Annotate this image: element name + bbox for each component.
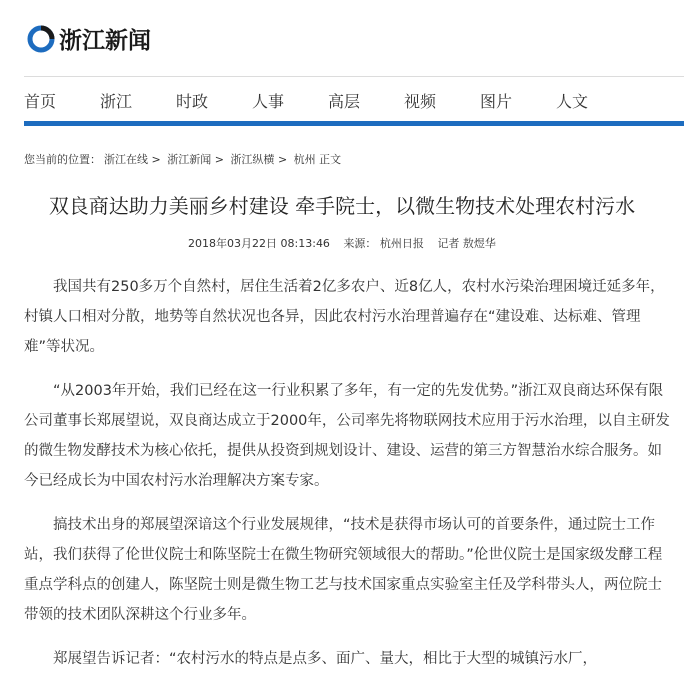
article-source: 来源： 杭州日报 xyxy=(343,237,424,250)
breadcrumb-separator: > xyxy=(277,153,288,166)
breadcrumb-item-hangzhou[interactable]: 杭州 xyxy=(293,153,316,166)
article-meta xyxy=(0,235,684,251)
article-paragraph: 我国共有250多万个自然村，居住生活着2亿多农户、近8亿人，农村水污染治理困境迁延多年，村镇人口相对分散，地势等自然状况也各异，因此农村污水治理普遍存在“建设难、达标难、管理难”等状况。 xyxy=(24,279,665,355)
article-paragraph: “从2003年开始，我们已经在这一行业积累了多年，有一定的先发优势。”浙江双良商达环保有限公司董事长郑展望说，双良商达成立于2000年，公司率先将物联网技术应用于污水治理，以自主研发的微生物发酵技术为核心依托，提供从投资到规划设计、建设、运营的第三方智慧治水综合服务。如今已经成长为中国农村污水治理解决方案专家。 xyxy=(24,383,670,489)
breadcrumb-current: 正文 xyxy=(319,153,342,166)
nav-item-pictures[interactable]: 图片 xyxy=(480,92,513,111)
logo-text: 浙江新闻 xyxy=(59,28,151,54)
zjnews-logo-icon xyxy=(26,24,56,54)
article-paragraph: 郑展望告诉记者：“农村污水的特点是点多、面广、量大，相比于大型的城镇污水厂， xyxy=(53,651,598,667)
breadcrumb-separator: > xyxy=(214,153,224,166)
article-title: 双良商达助力美丽乡村建设 牵手院士，以微生物技术处理农村污水 xyxy=(48,194,636,218)
breadcrumb-item-zjol[interactable]: 浙江在线 xyxy=(104,153,148,166)
main-nav xyxy=(0,77,684,121)
nav-item-home[interactable]: 首页 xyxy=(24,92,57,111)
breadcrumb xyxy=(24,151,344,167)
nav-item-culture[interactable]: 人文 xyxy=(556,92,589,111)
nav-item-politics[interactable]: 时政 xyxy=(176,92,209,111)
breadcrumb-item-zjnews[interactable]: 浙江新闻 xyxy=(167,153,212,166)
article-datetime: 2018年03月22日 08:13:46 xyxy=(188,237,330,250)
site-header xyxy=(0,0,684,76)
nav-item-video[interactable]: 视频 xyxy=(404,92,437,111)
nav-item-personnel[interactable]: 人事 xyxy=(252,92,285,111)
article-body xyxy=(24,272,674,688)
nav-accent-bar xyxy=(24,121,684,126)
article-paragraph: 搞技术出身的郑展望深谙这个行业发展规律，“技术是获得市场认可的首要条件，通过院士工作站，我们获得了伦世仪院士和陈坚院士在微生物研究领域很大的帮助。”伦世仪院士是国家级发酵工程重点学科点的创建人，陈坚院士则是微生物工艺与技术国家重点实验室主任及学科带头人，两位院士带领的技术团队深耕这个行业多年。 xyxy=(24,517,663,623)
site-logo[interactable] xyxy=(26,22,151,55)
nav-item-zhejiang[interactable]: 浙江 xyxy=(100,92,133,111)
article-reporter: 记者 敖煜华 xyxy=(437,237,496,250)
breadcrumb-prefix: 您当前的位置： xyxy=(24,153,101,166)
nav-item-leadership[interactable]: 高层 xyxy=(328,92,361,111)
breadcrumb-separator: > xyxy=(151,153,161,166)
breadcrumb-item-zongheng[interactable]: 浙江纵横 xyxy=(230,153,275,166)
